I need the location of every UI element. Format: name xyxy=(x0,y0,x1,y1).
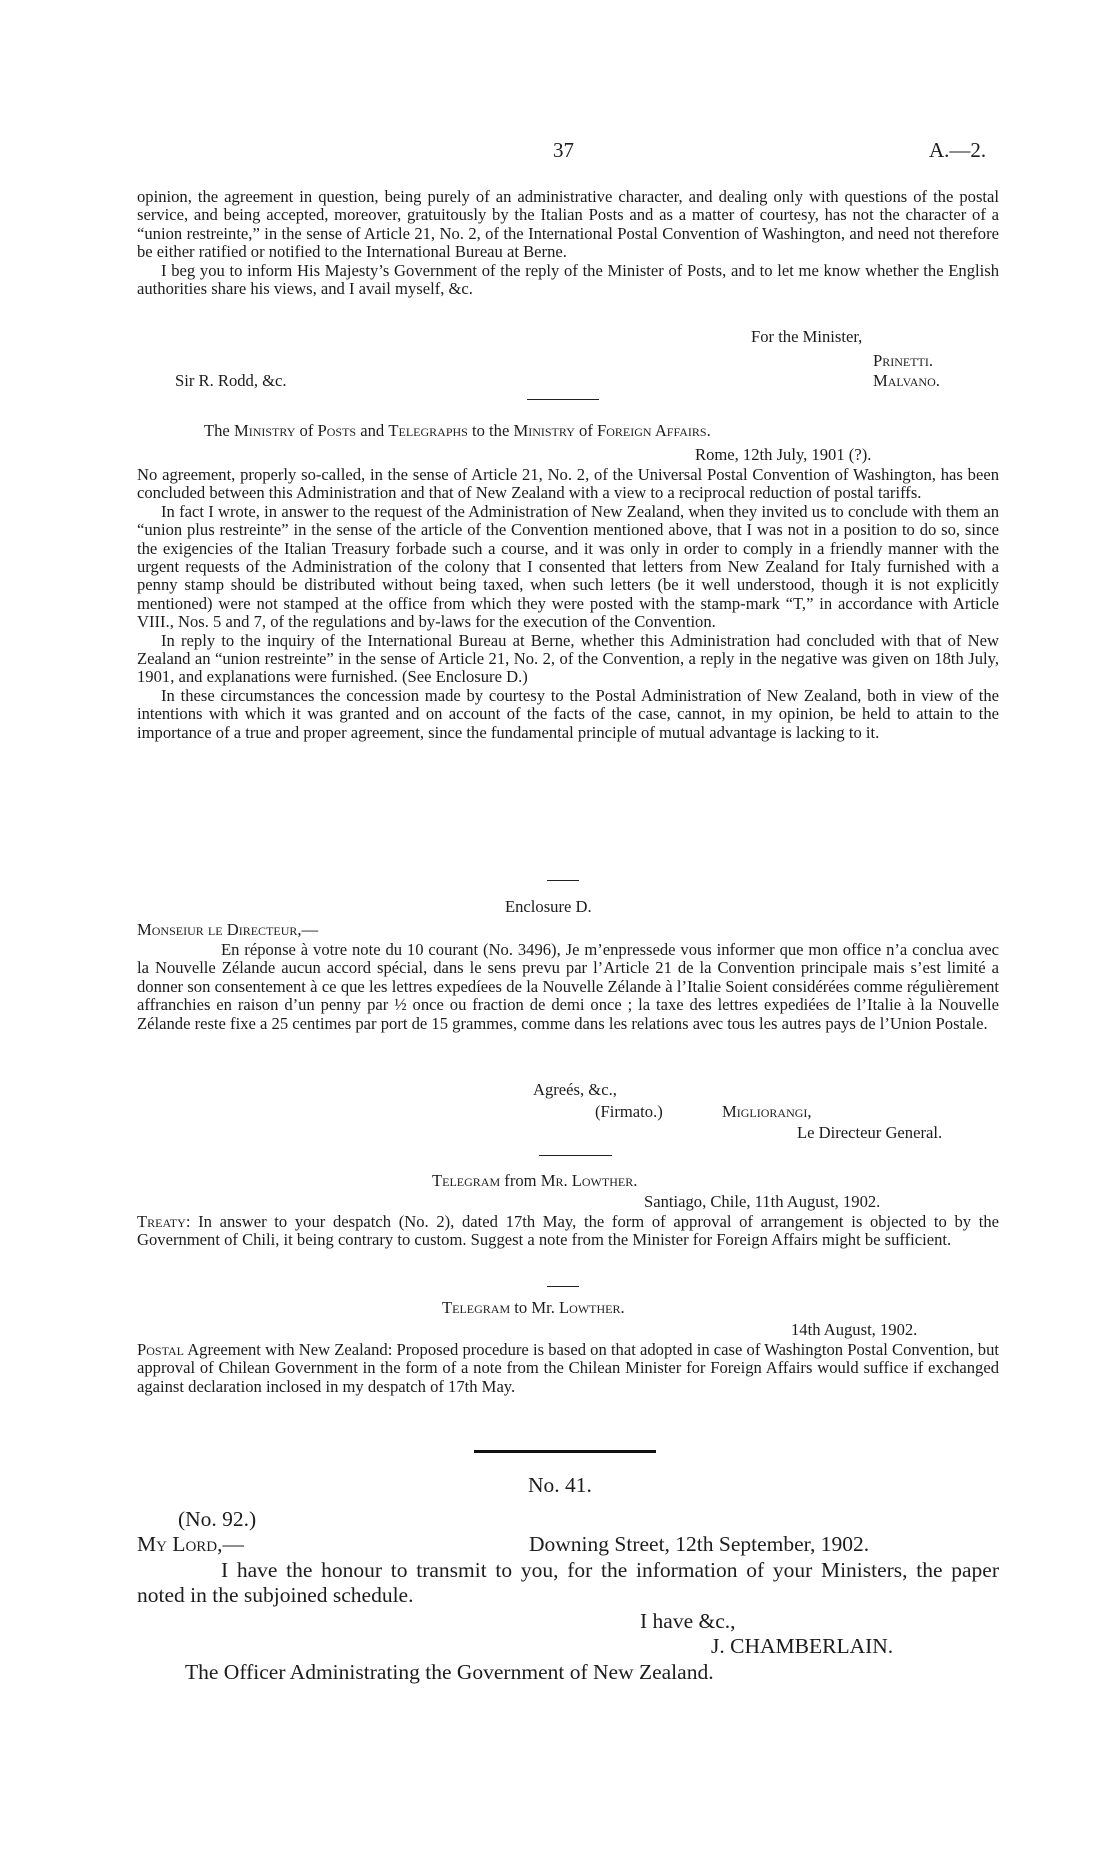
no41-reference: (No. 92.) xyxy=(178,1507,257,1531)
heading-part: Lowther xyxy=(559,1298,621,1317)
ministry-heading xyxy=(204,422,711,440)
no41-title: No. 41. xyxy=(528,1473,592,1497)
salutation-lead: My Lord xyxy=(137,1532,218,1556)
ministry-paragraph: In fact I wrote, in answer to the request of the Administration of New Zealand, when they invited us to conclude with them an “union plus restreinte” in the sense of the article of the Convention mentioned above, that I was not in a position to do so, since the exigencies of the Italian Treasury forbade such a course, and it was only in order to comply in a friendly manner with the urgent requests of the Administration of the colony that I consented that letters from New Zealand for Italy furnished with a penny stamp should be distributed without being taxed, when such letters (be it well understood, though it is not explicitly mentioned) were not stamped at the office from which they were posted with the stamp-mark “T,” in accordance with Article VIII., Nos. 5 and 7, of the regulations and by-laws for the execution of the Convention. xyxy=(137,501,999,632)
heading-part: of xyxy=(574,421,598,440)
telegram-text: Agreement with New Zealand: Proposed procedure is based on that adopted in case of Washington Postal Convention, but approval of Chilean Government in the form of a note from the Chilean Minister for Foreign Affairs would suffice if exchanged against declaration inclosed in my despatch of 17th May. xyxy=(137,1340,999,1396)
fraction-half: ½ xyxy=(394,995,407,1015)
enclosure-text: En réponse à votre note du 10 courant (No. 3496), Je m’enpressede vous informer que mon office n’a conclua avec la Nouvelle Zélande aucun accord spécial, dans le sens prevu par l’Article 21 de la Convention principale mais s’est limité a donner son consentement à ce que les lettres expedíees de la Nouvelle Zélande à l’Italie Soient considérées comme régulièrement affranchies en raison d’un penny par xyxy=(137,940,999,1015)
telegram-from-heading xyxy=(432,1172,637,1190)
for-the-minister: For the Minister, xyxy=(751,327,863,346)
section-divider xyxy=(539,1155,612,1156)
heading-part: Telegram xyxy=(442,1298,511,1317)
no41-salutation xyxy=(137,1532,244,1557)
section-divider xyxy=(527,399,599,400)
enclosure-title: Enclosure D. xyxy=(505,897,592,916)
section-divider xyxy=(547,880,579,881)
no41-paragraph: I have the honour to transmit to you, for the information of your Ministers, the paper noted in the subjoined schedule. xyxy=(137,1558,999,1607)
ministry-date: Rome, 12th July, 1901 (?). xyxy=(695,445,872,464)
page-reference: A.—2. xyxy=(929,138,987,162)
telegram-paragraph xyxy=(137,1213,999,1250)
heading-part: to the xyxy=(467,421,514,440)
heading-part: Telegraphs xyxy=(388,421,468,440)
no41-body xyxy=(137,1558,999,1608)
letter-continuation xyxy=(137,188,999,298)
heading-part: Mr. Lowther xyxy=(540,1171,634,1190)
no41-addressee: The Officer Administrating the Government of New Zealand. xyxy=(185,1660,714,1684)
telegram-to-heading xyxy=(442,1299,625,1317)
heading-part: and xyxy=(356,421,389,440)
telegram-text: : In answer to your despatch (No. 2), dated 17th May, the form of approval of arrangement is objected to by the Government of Chili, it being contrary to custom. Suggest a note from the Minister for Foreign Affairs might be sufficient. xyxy=(137,1212,999,1250)
heading-part: The xyxy=(204,421,234,440)
ministry-body xyxy=(137,466,999,742)
no41-closing: I have &c., xyxy=(640,1609,736,1633)
enclosure-closing: Agreés, &c., xyxy=(533,1080,617,1099)
heading-part: from xyxy=(500,1171,541,1190)
ministry-paragraph: No agreement, properly so-called, in the sense of Article 21, No. 2, of the Universal Postal Convention of Washington, has been concluded between this Administration and that of New Zealand with a view to a reciprocal reduction of postal tariffs. xyxy=(137,465,999,503)
enclosure-signer: Migliorangi, xyxy=(722,1102,812,1121)
telegram-from-date: Santiago, Chile, 11th August, 1902. xyxy=(644,1192,881,1211)
heading-part: Ministry xyxy=(513,421,575,440)
no41-place-date: Downing Street, 12th September, 1902. xyxy=(529,1532,870,1556)
letter-addressee: Sir R. Rodd, &c. xyxy=(175,371,287,390)
enclosure-body xyxy=(137,941,999,1033)
enclosure-signer-title: Le Directeur General. xyxy=(797,1123,943,1142)
heading-part: of xyxy=(295,421,318,440)
heading-part: Telegram xyxy=(432,1171,501,1190)
heading-part: Foreign Affairs xyxy=(597,421,707,440)
ministry-paragraph: In reply to the inquiry of the International Bureau at Berne, whether this Administration had concluded with that of New Zealand an “union restreinte” in the sense of Article 21, No. 2, of the Convention, a reply in the negative was given on 18th July, 1901, and explanations were furnished. (See Enclosure D.) xyxy=(137,630,999,687)
heading-part: Posts xyxy=(317,421,357,440)
section-divider xyxy=(547,1286,579,1287)
salutation-tail: ,— xyxy=(217,1532,245,1556)
enclosure-salutation: Monseiur le Directeur,— xyxy=(137,920,319,939)
telegram-lead: Treaty xyxy=(137,1212,186,1231)
telegram-paragraph xyxy=(137,1341,999,1396)
letter-paragraph: opinion, the agreement in question, being purely of an administrative character, and dealing only with questions of the postal service, and being accepted, moreover, gratuitously by the Italian Posts and as a matter of courtesy, has not the character of a “union restreinte,” in the sense of Article 21, No. 2, of the International Postal Convention of Washington, and need not therefore be either ratified or notified to the International Bureau at Berne. xyxy=(137,187,999,262)
page-number: 37 xyxy=(553,138,574,162)
signature-prinetti: Prinetti. xyxy=(873,351,934,370)
heading-part: . xyxy=(633,1171,638,1190)
letter-paragraph: I beg you to inform His Majesty’s Government of the reply of the Minister of Posts, and to let me know whether the English authorities share his views, and I avail myself, &c. xyxy=(137,260,999,299)
ministry-paragraph: In these circumstances the concession made by courtesy to the Postal Administration of New Zealand, both in view of the intentions with which it was granted and on account of the facts of the case, cannot, in my opinion, be held to attain to the importance of a true and proper agreement, since the fundamental principle of mutual advantage is lacking to it. xyxy=(137,685,999,742)
heading-part: Ministry xyxy=(233,421,296,440)
telegram-to-date: 14th August, 1902. xyxy=(791,1320,918,1339)
enclosure-text: once ou fraction de demi once ; la taxe des lettres expediées de l’Italie à la Nouvelle Zélande reste fixe a 25 centimes par port de 15 grammes, comme dans les relations avec tous les autres pays de l’Union Postale. xyxy=(137,995,999,1033)
heading-part: . xyxy=(706,421,711,440)
telegram-to-body xyxy=(137,1341,999,1396)
enclosure-paragraph xyxy=(137,941,999,1033)
telegram-from-body xyxy=(137,1213,999,1250)
heading-part: to Mr. xyxy=(510,1298,560,1317)
signature-malvano: Malvano. xyxy=(873,371,940,390)
heading-part: . xyxy=(620,1298,625,1317)
section-divider-heavy xyxy=(474,1450,656,1453)
telegram-lead: Postal xyxy=(137,1340,184,1359)
firmato-label: (Firmato.) xyxy=(595,1102,663,1121)
no41-signature: J. CHAMBERLAIN. xyxy=(711,1634,894,1658)
